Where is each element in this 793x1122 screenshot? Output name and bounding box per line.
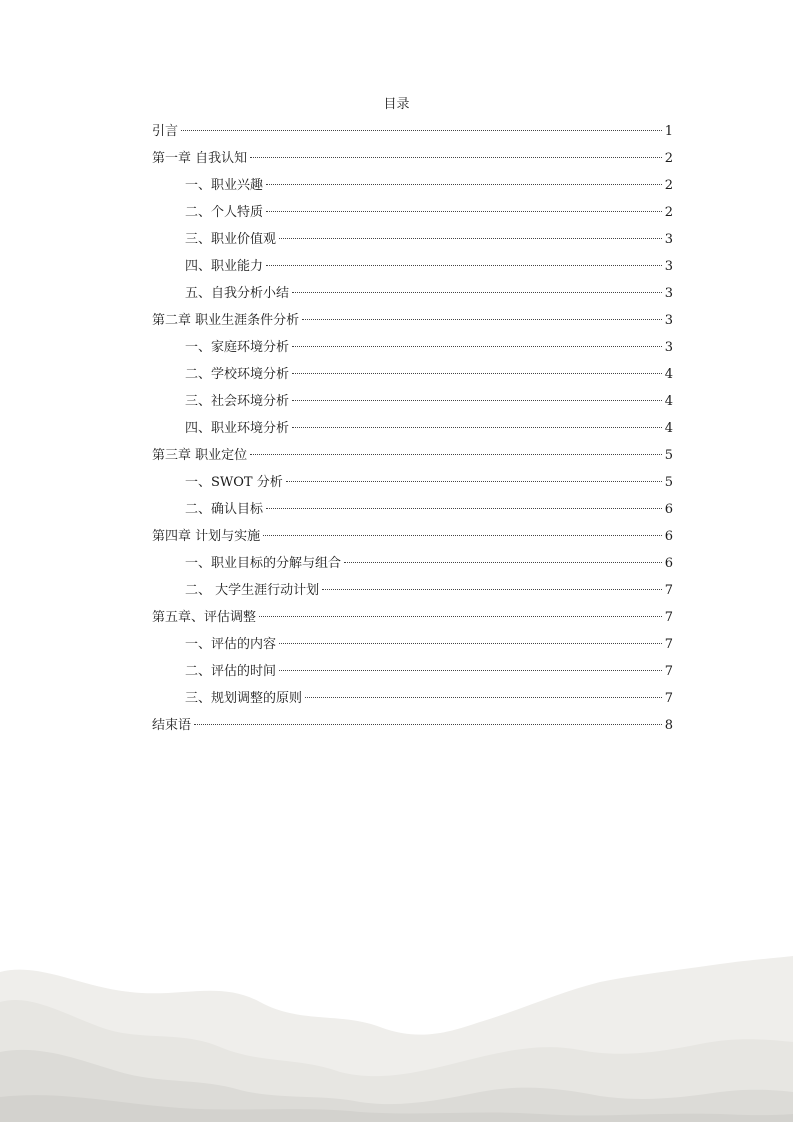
toc-page-number: 7	[664, 637, 673, 652]
toc-subentry[interactable]	[152, 172, 673, 199]
toc-dot-leader	[292, 427, 662, 428]
toc-page-number: 4	[664, 367, 673, 382]
toc-subentry[interactable]	[152, 415, 673, 442]
toc-dot-leader	[305, 697, 662, 698]
toc-dot-leader	[266, 265, 662, 266]
toc-dot-leader	[194, 724, 662, 725]
toc-entry-label: 引言	[152, 124, 179, 139]
toc-page-number: 5	[664, 448, 673, 463]
toc-page-number: 2	[664, 151, 673, 166]
toc-entry-label: 二、评估的时间	[185, 664, 277, 679]
toc-subentry[interactable]	[152, 631, 673, 658]
toc-entry-label: 一、职业兴趣	[185, 178, 264, 193]
toc-entry-label: 一、SWOT 分析	[185, 475, 283, 490]
toc-page-number: 2	[664, 205, 673, 220]
toc-dot-leader	[266, 508, 662, 509]
toc-dot-leader	[286, 481, 662, 482]
toc-subentry[interactable]	[152, 658, 673, 685]
toc-dot-leader	[259, 616, 662, 617]
toc-page-number: 3	[664, 313, 673, 328]
toc-page-number: 4	[664, 394, 673, 409]
toc-page-number: 6	[664, 529, 673, 544]
toc-subentry[interactable]	[152, 685, 673, 712]
toc-entry-label: 第三章 职业定位	[152, 448, 248, 463]
toc-entry-label: 一、家庭环境分析	[185, 340, 290, 355]
toc-entry-label: 三、社会环境分析	[185, 394, 290, 409]
toc-page-number: 8	[664, 718, 673, 733]
toc-page-number: 7	[664, 610, 673, 625]
toc-dot-leader	[250, 454, 662, 455]
toc-entry-label: 五、自我分析小结	[185, 286, 290, 301]
toc-dot-leader	[279, 238, 662, 239]
toc-subentry[interactable]	[152, 577, 673, 604]
toc-entry-label: 二、 大学生涯行动计划	[185, 583, 320, 598]
toc-entry-label: 二、个人特质	[185, 205, 264, 220]
toc-entry[interactable]	[152, 118, 673, 145]
toc-entry-label: 一、职业目标的分解与组合	[185, 556, 342, 571]
toc-entry-label: 第一章 自我认知	[152, 151, 248, 166]
toc-entry[interactable]	[152, 442, 673, 469]
toc-page-number: 3	[664, 286, 673, 301]
toc-page-number: 4	[664, 421, 673, 436]
toc-page-number: 2	[664, 178, 673, 193]
toc-title: 目录	[383, 97, 410, 112]
toc-entry-label: 第四章 计划与实施	[152, 529, 261, 544]
toc-dot-leader	[263, 535, 662, 536]
toc-subentry[interactable]	[152, 469, 673, 496]
toc-subentry[interactable]	[152, 361, 673, 388]
toc-dot-leader	[292, 373, 662, 374]
toc-entry-label: 二、学校环境分析	[185, 367, 290, 382]
toc-subentry[interactable]	[152, 253, 673, 280]
toc-dot-leader	[322, 589, 662, 590]
toc-page-number: 6	[664, 556, 673, 571]
toc-dot-leader	[279, 670, 662, 671]
toc-dot-leader	[279, 643, 662, 644]
toc-entry[interactable]	[152, 145, 673, 172]
toc-page-number: 5	[664, 475, 673, 490]
toc-page-number: 3	[664, 340, 673, 355]
toc-entry-label: 四、职业能力	[185, 259, 264, 274]
toc-entry[interactable]	[152, 712, 673, 739]
toc-entry-label: 二、确认目标	[185, 502, 264, 517]
toc-page-number: 7	[664, 583, 673, 598]
toc-page-number: 3	[664, 259, 673, 274]
toc-dot-leader	[266, 211, 662, 212]
toc-entry-label: 四、职业环境分析	[185, 421, 290, 436]
toc-entry-label: 第五章、评估调整	[152, 610, 257, 625]
toc-dot-leader	[344, 562, 662, 563]
toc-entry-label: 第二章 职业生涯条件分析	[152, 313, 300, 328]
table-of-contents	[152, 118, 673, 739]
toc-dot-leader	[292, 346, 662, 347]
toc-dot-leader	[292, 400, 662, 401]
toc-entry-label: 三、规划调整的原则	[185, 691, 303, 706]
toc-subentry[interactable]	[152, 550, 673, 577]
toc-subentry[interactable]	[152, 388, 673, 415]
toc-page-number: 7	[664, 691, 673, 706]
toc-dot-leader	[302, 319, 662, 320]
toc-subentry[interactable]	[152, 334, 673, 361]
toc-entry[interactable]	[152, 604, 673, 631]
toc-subentry[interactable]	[152, 280, 673, 307]
toc-subentry[interactable]	[152, 199, 673, 226]
toc-dot-leader	[250, 157, 662, 158]
toc-entry[interactable]	[152, 523, 673, 550]
toc-entry-label: 一、评估的内容	[185, 637, 277, 652]
toc-page-number: 3	[664, 232, 673, 247]
toc-page-number: 1	[664, 124, 673, 139]
toc-entry-label: 结束语	[152, 718, 192, 733]
toc-dot-leader	[266, 184, 662, 185]
landscape-watermark	[0, 932, 793, 1122]
toc-subentry[interactable]	[152, 226, 673, 253]
toc-subentry[interactable]	[152, 496, 673, 523]
toc-page-number: 6	[664, 502, 673, 517]
toc-entry[interactable]	[152, 307, 673, 334]
toc-dot-leader	[181, 130, 662, 131]
toc-page-number: 7	[664, 664, 673, 679]
toc-dot-leader	[292, 292, 662, 293]
toc-entry-label: 三、职业价值观	[185, 232, 277, 247]
